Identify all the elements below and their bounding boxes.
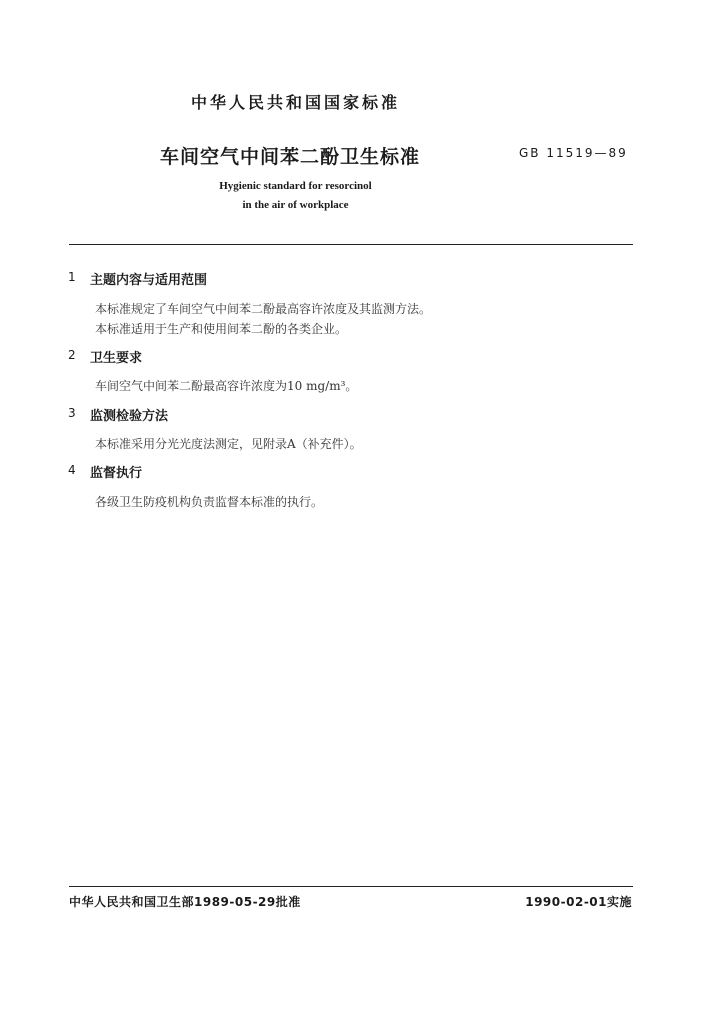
section-paragraph: 本标准采用分光光度法测定，见附录A（补充件）。	[95, 437, 362, 451]
header-divider	[69, 244, 633, 245]
section-number: 2	[68, 348, 76, 362]
english-title-line-2: in the air of workplace	[242, 199, 349, 211]
english-title-line-1: Hygienic standard for resorcinol	[219, 180, 372, 192]
section-title: 主题内容与适用范围	[90, 273, 208, 288]
section-paragraph: 各级卫生防疫机构负责监督本标准的执行。	[95, 495, 324, 509]
section-paragraph: 本标准规定了车间空气中间苯二酚最高容许浓度及其监测方法。	[95, 302, 432, 316]
section-title: 监督执行	[90, 466, 143, 481]
section-number: 1	[68, 270, 76, 284]
standard-code: GB 11519—89	[519, 146, 628, 160]
section-title: 监测检验方法	[90, 409, 169, 424]
standard-title: 车间空气中间苯二酚卫生标准	[160, 146, 421, 168]
section-number: 4	[68, 463, 76, 477]
section-title: 卫生要求	[90, 351, 143, 366]
section-paragraph: 本标准适用于生产和使用间苯二酚的各类企业。	[95, 322, 348, 336]
approval-line: 中华人民共和国卫生部1989-05-29批准	[69, 895, 301, 909]
issuer-heading: 中华人民共和国国家标准	[190, 93, 400, 112]
effective-date: 1990-02-01实施	[525, 895, 632, 909]
footer-divider	[69, 886, 633, 887]
section-number: 3	[68, 406, 76, 420]
section-paragraph: 车间空气中间苯二酚最高容许浓度为10 mg/m³。	[95, 379, 358, 393]
